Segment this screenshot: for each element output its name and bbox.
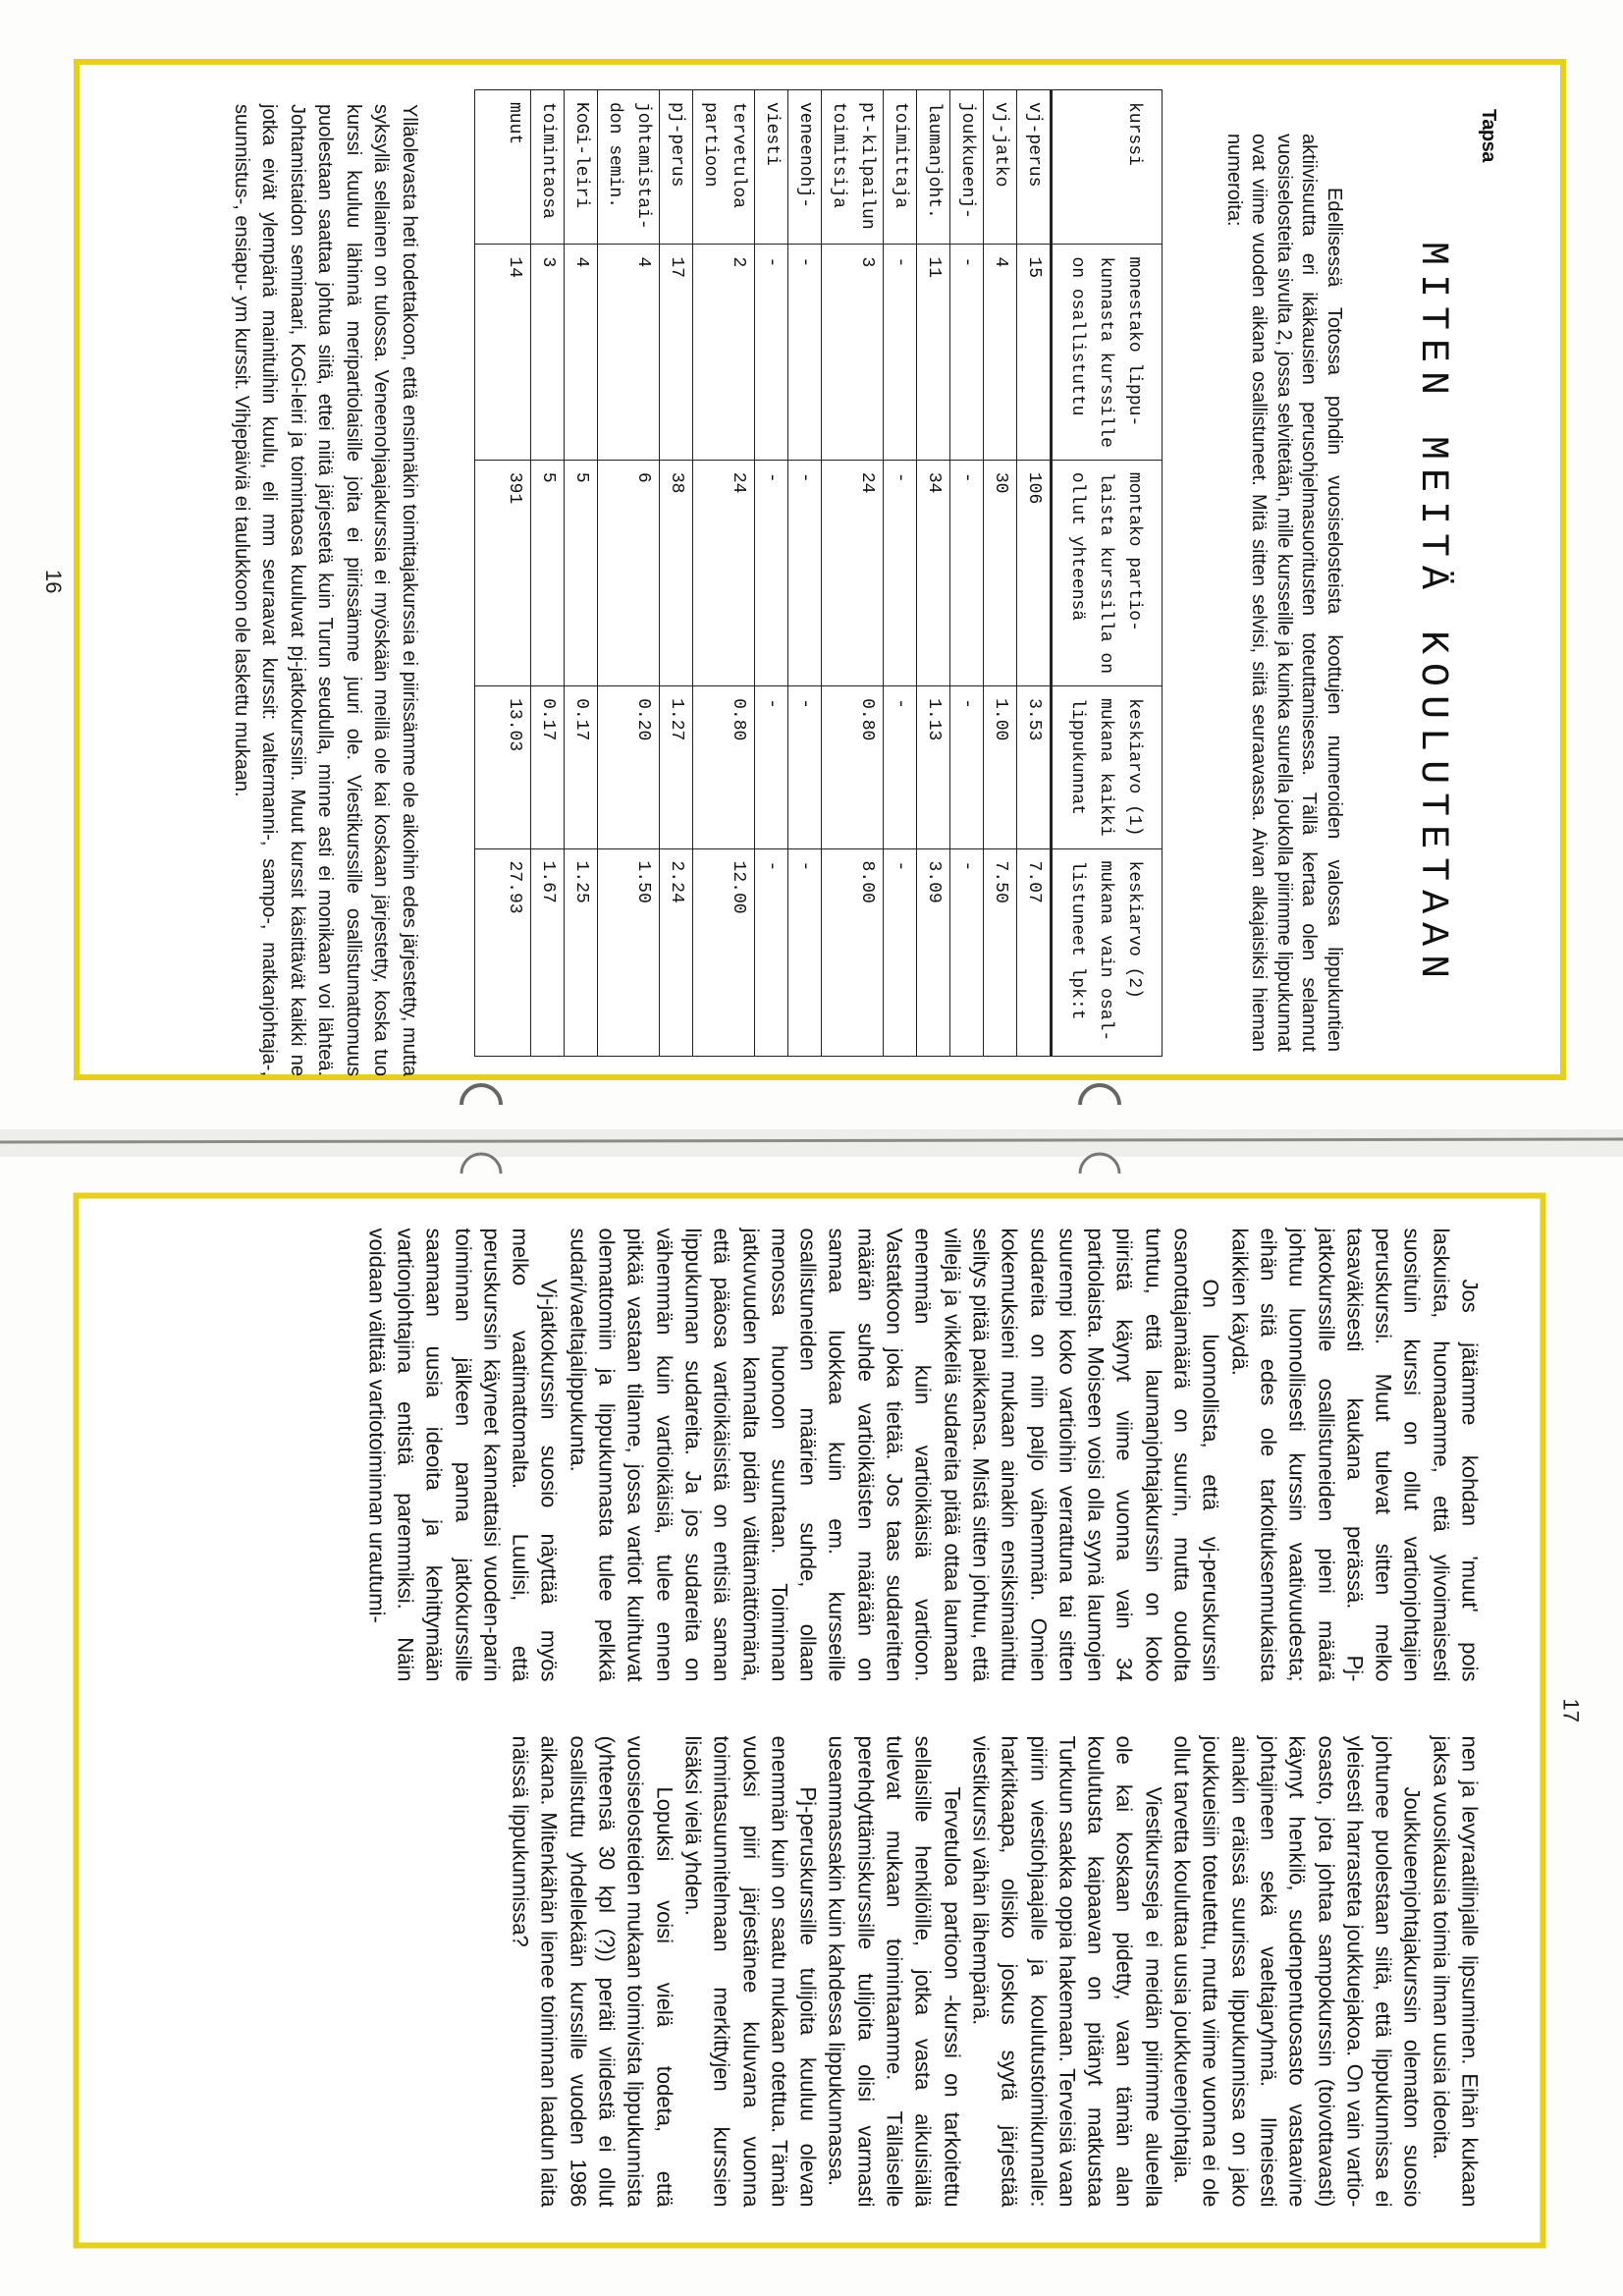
course-name-line: pj-perus [667, 102, 686, 188]
value-cell: 14 [475, 245, 531, 460]
body-paragraph: Vj-jatkokurssin suosio näyttää myös melko vaatimattomalta. Luulisi, että peruskurssin käyneet kannattaisi vuoden-parin toiminnan jälkeen panna jatkokurssille saamaan uusia ideoita ja kehittymään vartionjohtajina entistä paremmiksi. Näin voidaan välttää vartiotoiminnan urautumi- [364, 1228, 562, 1682]
course-name-cell [755, 90, 788, 245]
table-row [984, 90, 1017, 1057]
value-cell: 391 [475, 460, 531, 685]
value-cell: 106 [1017, 460, 1052, 685]
course-name-line: vj-perus [1024, 102, 1044, 188]
table-row [475, 90, 531, 1057]
course-name-line: muut [505, 102, 524, 145]
course-name-cell [598, 90, 660, 245]
text-column-1 [362, 1229, 1485, 1682]
course-statistics-table [474, 89, 1163, 1057]
page-frame [74, 59, 1566, 1080]
value-cell: 0.17 [565, 686, 598, 848]
table-row [950, 90, 984, 1057]
page-frame [74, 1193, 1546, 2249]
table-row [884, 90, 917, 1057]
value-cell: 7.50 [984, 848, 1017, 1056]
value-cell: 5 [565, 460, 598, 685]
body-paragraph: nen ja levyraatilinjalle lipsuminen. Eihän kukaan jaksa vuosikausia toimia ilman uusia ideoita. [1429, 1735, 1483, 2208]
column-header-line: lippukunnat [1067, 698, 1087, 815]
value-cell: 1.50 [598, 848, 660, 1056]
value-cell: - [884, 848, 917, 1056]
value-cell: 6 [598, 460, 660, 685]
value-cell: - [788, 686, 822, 848]
value-cell: 3.53 [1017, 686, 1052, 848]
course-name-line: toimintaosa [538, 102, 558, 219]
course-name-line: johtamistai- [633, 102, 653, 230]
body-paragraph: Joukkueenjohtajakurssin olematon suosio johtunee puolestaan siitä, että lippukunnissa ei yleisesti harrasteta joukkuejakoa. On vain vartio-osasto, jota johtaa sampokurssin (toivottavasti) käynyt henkilö, sudenpentuosasto vastaavine johtajineen sekä vaeltajaryhmä. Ilmeisesti ainakin eräissä suurissa lippukunnissa on jako joukkueisiin toteutettu, mutta viime vuonna ei ole ollut tarvetta kouluttaa uusia joukkueenjohtajia. [1169, 1735, 1425, 2208]
value-cell: - [884, 686, 917, 848]
value-cell: - [788, 848, 822, 1056]
course-name-cell [788, 90, 822, 245]
value-cell: - [950, 245, 984, 460]
column-header-line: mukana vain osal- [1096, 860, 1115, 1042]
value-cell: 11 [917, 245, 950, 460]
course-name-line: pt-kilpailun [857, 102, 877, 230]
course-name-cell [475, 90, 531, 245]
course-name-cell [565, 90, 598, 245]
column-header-line: keskiarvo (1) [1124, 698, 1144, 837]
value-cell: 2 [693, 245, 755, 460]
value-cell: - [950, 686, 984, 848]
table-row [565, 90, 598, 1057]
column-header [1052, 686, 1163, 848]
value-cell: 4 [598, 245, 660, 460]
course-name-line: viesti [762, 102, 782, 166]
value-cell: - [884, 245, 917, 460]
table-row [788, 90, 822, 1057]
column-header [1052, 90, 1163, 245]
course-name-line: joukkueenj- [957, 102, 977, 219]
column-header-line: on osallistuttu [1067, 256, 1087, 416]
page-17 [74, 1193, 1586, 2249]
page-fold-line [0, 1139, 1623, 1142]
course-name-cell [884, 90, 917, 245]
value-cell: 0.80 [822, 686, 884, 848]
column-header-line: listuneet lpk:t [1067, 860, 1087, 1020]
course-name-line: vj-jatko [991, 102, 1010, 188]
value-cell: 12.00 [693, 848, 755, 1056]
value-cell: 0.17 [531, 686, 565, 848]
column-header-line: ollut yhteensä [1067, 471, 1087, 622]
table-row [917, 90, 950, 1057]
value-cell: 30 [984, 460, 1017, 685]
column-header-line: kurssi [1124, 102, 1144, 166]
table-row [822, 90, 884, 1057]
author-name: Tapsa [1478, 109, 1499, 162]
value-cell: - [755, 460, 788, 685]
article-title: MITEN MEITÄ KOULUTETAAN [1410, 242, 1454, 988]
table-row [693, 90, 755, 1057]
page-16 [34, 59, 1566, 1080]
value-cell: 2.24 [660, 848, 693, 1056]
value-cell: 0.20 [598, 686, 660, 848]
value-cell: 4 [565, 245, 598, 460]
value-cell: - [884, 460, 917, 685]
column-header-line: montako partio- [1124, 471, 1144, 631]
table-row [660, 90, 693, 1057]
course-name-cell [693, 90, 755, 245]
value-cell: 3 [822, 245, 884, 460]
column-header-line: mukana kaikki [1096, 698, 1115, 837]
value-cell: 5 [531, 460, 565, 685]
value-cell: 7.07 [1017, 848, 1052, 1056]
table-row [531, 90, 565, 1057]
column-header-line: laista kurssilla on [1096, 471, 1115, 675]
text-column-2 [506, 1736, 1484, 2208]
course-name-line: don semin. [605, 102, 624, 209]
course-name-cell [1017, 90, 1052, 245]
value-cell: - [755, 848, 788, 1056]
punch-hole-icon [1080, 1154, 1119, 1174]
intro-paragraph: Edellisessä Totossa pohdin vuosiselosteista koottujen numeroiden valossa lippukuntien aktiivisuutta eri ikäkausien perusohjelmasuoritusten toteuttamisessa. Tällä kertaa olen selannut vuosiselosteita sivulta 2, jossa selvitetään, mille kursseille ja kuinka suurella joukolla piirimme lippukunnat ovat viime vuoden aikana osallistuneet. Mitä sitten selvisi, siitä seuraavassa. Aivan alkajaisiksi hieman numeroita: [1223, 134, 1345, 1052]
column-header [1052, 245, 1163, 460]
course-name-cell [917, 90, 950, 245]
course-name-cell [984, 90, 1017, 245]
body-paragraph: On luonnollista, että vj-peruskurssin osanottajamäärä on suurin, mutta oudolta tuntuu, että laumanjohtajakurssin on koko piiristä käynyt viime vuonna vain 34 partiolaista. Moiseen voisi olla syynä laumojen suurempi koko vartioihin verrattuna tai sitten sudareita on niin paljo vähemmän. Omien kokemuksieni mukaan ainakin ensiksimainittu selitys pitää paikkansa. Mistä sitten johtuu, että villejä ja vikkeliä sudareita pitää ottaa laumaan enemmän kuin vartioikäisiä vartioon. Vastatkoon joka tietää. Jos taas sudareitten määrän suhde vartioikäisten määrään on samaa luokkaa kuin em. kursseille osallistuneiden määrien suhde, ollaan menossa huonoon suuntaan. Toiminnan jatkuvuuden kannalta pidän välttämättömänä, että pääosa vartioikäisistä on entisiä saman lippukunnan sudareita. Ja jos sudareita on vähemmän kuin vartioikäisiä, tulee ennen pitkää vastaan tilanne, jossa vartiot kuihtuvat olemattomiin ja lippukunnasta tulee pelkkä sudari/vaeltajalippukunta. [566, 1228, 1223, 1682]
body-paragraph: Pj-peruskurssille tulijoita kuuluu olevan enemmän kuin on saatu mukaan otettua. Tämän vuoksi piiri järjestänee kuluvana vuonna toimintasuunnitelmaan merkittyjen kurssien lisäksi vielä yhden. [680, 1735, 821, 2208]
column-header [1052, 460, 1163, 685]
body-paragraph: Jos jätämme kohdan 'muut' pois laskuista, huomaamme, että ylivoimaisesti suosituin kurssi on ollut vartionjohtajien peruskurssi. Muut tulevat sitten melko tasaväkisesti kaukana perässä. Pj-jatkokurssille osallistuneiden pieni määrä johtuu luonnollisesti kurssin vaativuudesta; eihän sitä edes ole tarkoituksenmukaista kaikkien käydä. [1227, 1228, 1483, 1682]
column-header [1052, 848, 1163, 1056]
column-header-line: keskiarvo (2) [1124, 860, 1144, 999]
value-cell: 4 [984, 245, 1017, 460]
value-cell: 24 [693, 460, 755, 685]
value-cell: 1.67 [531, 848, 565, 1056]
value-cell: 1.27 [660, 686, 693, 848]
body-paragraph: Tervetuloa partioon -kurssi on tarkoitettu sellaisille henkilöille, jotka vasta aikuisiällä tulevat mukaan toimintaamme. Tällaiselle perehdyttämiskurssille tulijoita olisi varmasti useammassakin kuin kahdessa lippukunnassa. [824, 1735, 965, 2208]
value-cell: - [950, 460, 984, 685]
value-cell: 27.93 [475, 848, 531, 1056]
column-header-line: kunnasta kurssille [1096, 256, 1115, 448]
course-name-line: KoGi-leiri [571, 102, 591, 209]
table-row [755, 90, 788, 1057]
value-cell: 3 [531, 245, 565, 460]
course-name-line: toimittaja [891, 102, 910, 209]
body-paragraph: Lopuksi voisi vielä todeta, että vuosiselosteiden mukaan toimivista lippukunnista (yhteensä 30 kpl (?)) peräti viidestä ei ollut osallistuttu yhdellekään kurssille vuoden 1986 aikana. Mitenkähän lienee toiminnan laadun laita näissä lippukunnissa? [508, 1735, 677, 2208]
value-cell: 17 [660, 245, 693, 460]
table-header-row [1052, 90, 1163, 1057]
course-name-line: toimitsija [829, 102, 848, 209]
punch-hole-icon [461, 1154, 501, 1174]
table-row [1017, 90, 1052, 1057]
table-row [598, 90, 660, 1057]
page-number: 16 [41, 570, 66, 594]
value-cell: - [755, 686, 788, 848]
course-name-line: laumanjoht. [924, 102, 944, 219]
page-fold-shadow [0, 1129, 1623, 1157]
value-cell: 15 [1017, 245, 1052, 460]
value-cell: - [788, 460, 822, 685]
body-paragraph: Viestikursseja ei meidän piirimme alueella ole kai koskaan pidetty, vaan tämän alan koulutusta kaipaavan on pitänyt matkustaa Turkuun saakka oppia hakemaan. Terveisiä vaan piirin viestiohjaajalle ja koulutustoimikunnalle: harkitkaapa, olisiko joskus syytä järjestää viestikurssi vähän lähempänä. [968, 1735, 1166, 2208]
value-cell: 38 [660, 460, 693, 685]
value-cell: 8.00 [822, 848, 884, 1056]
value-cell: 0.80 [693, 686, 755, 848]
value-cell: 1.13 [917, 686, 950, 848]
course-name-line: partioon [700, 102, 720, 188]
page-number: 17 [1558, 1698, 1584, 1722]
course-name-cell [950, 90, 984, 245]
course-name-cell [531, 90, 565, 245]
closing-paragraph: Ylläolevasta heti todettakoon, että ensinnäkin toimittajakurssia ei piirissämme ole aikoihin edes järjestetty, mutta syksyllä sellainen on tulossa. Veneenohjaajakurssia ei myöskään meillä ole kai koskaan järjestetty, koska tuo kurssi kuuluu lähinnä meripartiolaisille joita ei piirissämme juuri ole. Viestikurssille osallistumattomuus puolestaan saattaa johtua siitä, ettei niitä järjestetä kuin Turun seudulla, minne asti ei monikaan voi lähteä. Johtamistaidon seminaari, KoGi-leiri ja toimintaosa kuuluvat pj-jatkokurssiin. Muut kurssit käsittävät kaikki ne jotka eivät ylempänä mainituihin kuulu, eli mm seuraavat kurssit: valtermanni-, sampo-, matkanjohtaja-, suunnistus-, ensiapu- ym kurssit. Vihjepäiviä ei taulukkoon ole laskettu mukaan. [231, 104, 420, 1076]
column-header-line: monestako lippu- [1124, 256, 1144, 427]
value-cell: - [755, 245, 788, 460]
course-name-cell [822, 90, 884, 245]
value-cell: - [788, 245, 822, 460]
course-name-line: tervetuloa [729, 102, 748, 209]
value-cell: - [950, 848, 984, 1056]
value-cell: 34 [917, 460, 950, 685]
punch-hole-icon [461, 1085, 501, 1105]
punch-hole-icon [1080, 1085, 1119, 1105]
course-name-line: veneenohj- [795, 102, 815, 209]
value-cell: 1.00 [984, 686, 1017, 848]
course-name-cell [660, 90, 693, 245]
value-cell: 3.09 [917, 848, 950, 1056]
value-cell: 13.03 [475, 686, 531, 848]
value-cell: 24 [822, 460, 884, 685]
value-cell: 1.25 [565, 848, 598, 1056]
